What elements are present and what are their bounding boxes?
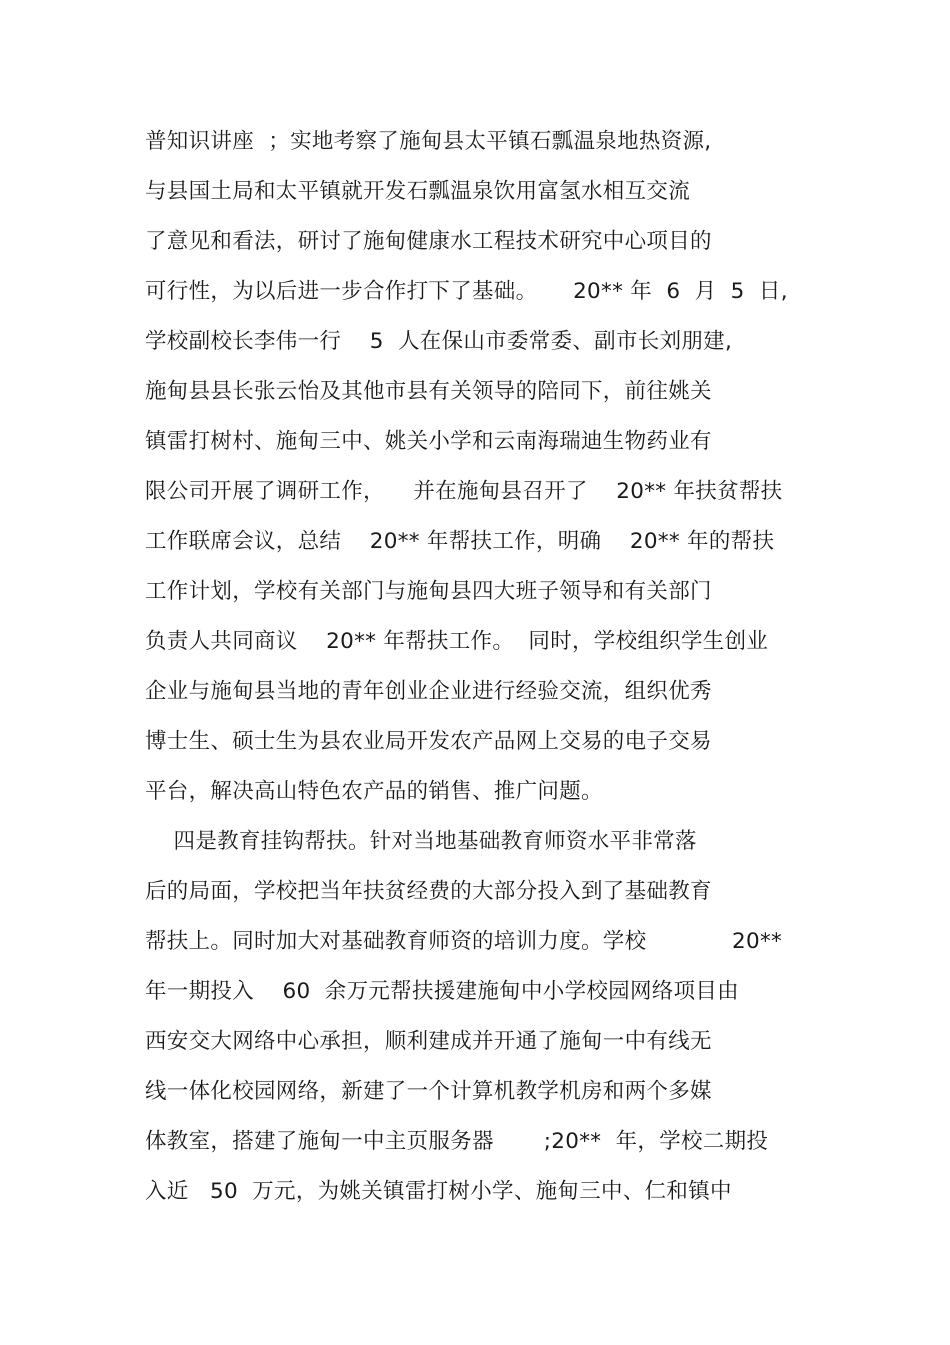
text-line: 与县国土局和太平镇就开发石瓢温泉饮用富氢水相互交流 xyxy=(145,179,691,204)
text-line: 四是教育挂钩帮扶。针对当地基础教育师资水平非常落 xyxy=(145,829,697,854)
text-line: 企业与施甸县当地的青年创业企业进行经验交流，组织优秀 xyxy=(145,679,712,704)
text-line: 帮扶上。同时加大对基础教育师资的培训力度。学校 20** xyxy=(145,929,783,954)
text-line: 可行性，为以后进一步合作打下了基础。 20** 年 6 月 5 日, xyxy=(145,279,788,304)
text-line: 博士生、硕士生为县农业局开发农产品网上交易的电子交易 xyxy=(145,729,712,754)
text-line: 学校副校长李伟一行 5 人在保山市委常委、副市长刘朋建, xyxy=(145,329,733,354)
text-line: 年一期投入 60 余万元帮扶援建施甸中小学校园网络项目由 xyxy=(145,979,739,1004)
text-line: 入近 50 万元，为姚关镇雷打树小学、施甸三中、仁和镇中 xyxy=(145,1179,732,1204)
text-line: 普知识讲座 ；实地考察了施甸县太平镇石瓢温泉地热资源, xyxy=(145,129,712,154)
text-line: 平台，解决高山特色农产品的销售、推广问题。 xyxy=(145,779,603,804)
text-line: 西安交大网络中心承担，顺利建成并开通了施甸一中有线无 xyxy=(145,1029,712,1054)
text-line: 限公司开展了调研工作， 并在施甸县召开了 20** 年扶贫帮扶 xyxy=(145,479,783,504)
text-line: 体教室，搭建了施甸一中主页服务器 ;20** 年，学校二期投 xyxy=(145,1129,769,1154)
text-line: 后的局面，学校把当年扶贫经费的大部分投入到了基础教育 xyxy=(145,879,712,904)
text-line: 负责人共同商议 20** 年帮扶工作。 同时，学校组织学生创业 xyxy=(145,629,769,654)
text-line: 工作计划，学校有关部门与施甸县四大班子领导和有关部门 xyxy=(145,579,712,604)
text-line: 了意见和看法，研讨了施甸健康水工程技术研究中心项目的 xyxy=(145,229,712,254)
text-line: 工作联席会议，总结 20** 年帮扶工作，明确 20** 年的帮扶 xyxy=(145,529,775,554)
text-line: 施甸县县长张云怡及其他市县有关领导的陪同下，前往姚关 xyxy=(145,379,712,404)
text-line: 线一体化校园网络，新建了一个计算机教学机房和两个多媒 xyxy=(145,1079,712,1104)
text-line: 镇雷打树村、施甸三中、姚关小学和云南海瑞迪生物药业有 xyxy=(145,429,712,454)
